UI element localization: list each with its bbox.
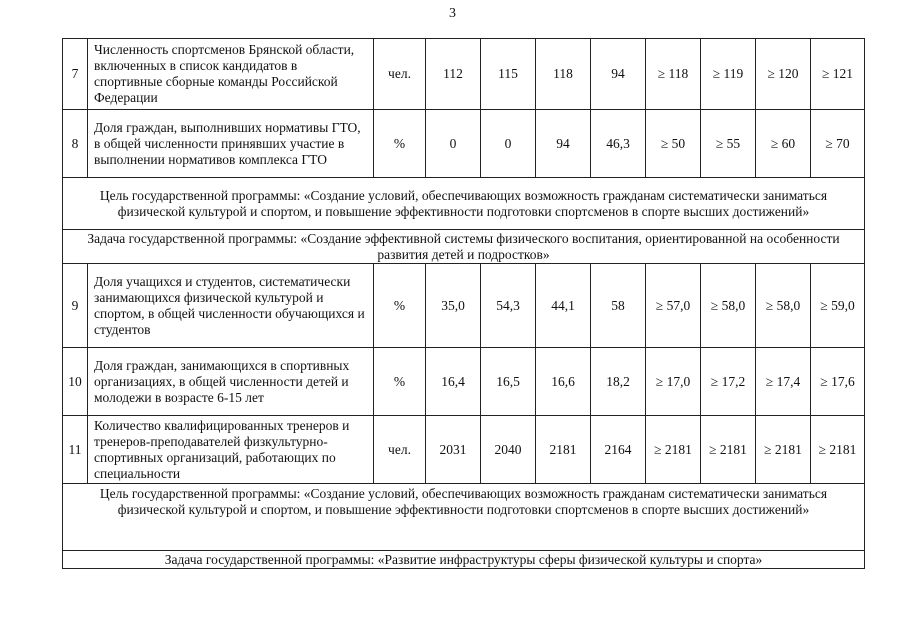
- table-row: [63, 230, 865, 264]
- row-number: 11: [63, 416, 88, 484]
- value-cell: 16,4: [426, 348, 481, 416]
- row-number: 10: [63, 348, 88, 416]
- value-cell: ≥ 2181: [646, 416, 701, 484]
- value-cell: 94: [591, 39, 646, 110]
- value-cell: 0: [481, 110, 536, 178]
- value-cell: ≥ 60: [756, 110, 811, 178]
- value-cell: 112: [426, 39, 481, 110]
- indicator-name: Численность спортсменов Брянской области, включенных в список кандидатов в спортивные сборные команды Российской Федерации: [88, 39, 374, 110]
- value-cell: ≥ 2181: [701, 416, 756, 484]
- value-cell: 58: [591, 264, 646, 348]
- table-row: [63, 484, 865, 551]
- indicators-table: [62, 38, 865, 569]
- indicator-name: Количество квалифицированных тренеров и тренеров-преподавателей физкультурно-спортивных организаций, работающих по специальности: [88, 416, 374, 484]
- value-cell: ≥ 121: [811, 39, 865, 110]
- value-cell: ≥ 50: [646, 110, 701, 178]
- value-cell: 44,1: [536, 264, 591, 348]
- value-cell: 35,0: [426, 264, 481, 348]
- value-cell: ≥ 2181: [756, 416, 811, 484]
- indicator-name: Доля учащихся и студентов, систематически занимающихся физической культурой и спортом, в общей численности обучающихся и студентов: [88, 264, 374, 348]
- table-row: [63, 264, 865, 348]
- value-cell: ≥ 120: [756, 39, 811, 110]
- unit-cell: чел.: [374, 39, 426, 110]
- row-number: 8: [63, 110, 88, 178]
- unit-cell: %: [374, 110, 426, 178]
- value-cell: ≥ 58,0: [756, 264, 811, 348]
- program-goal: Цель государственной программы: «Создание условий, обеспечивающих возможность гражданам систематически заниматься физической культурой и спортом, и повышение эффективности подготовки спортсменов в спорте высших достижений»: [63, 178, 865, 230]
- value-cell: ≥ 17,0: [646, 348, 701, 416]
- page-number: 3: [449, 6, 456, 21]
- program-task: Задача государственной программы: «Создание эффективной системы физического воспитания, ориентированной на особенности развития детей и подростков»: [63, 230, 865, 264]
- value-cell: ≥ 17,4: [756, 348, 811, 416]
- value-cell: 94: [536, 110, 591, 178]
- indicator-name: Доля граждан, занимающихся в спортивных организациях, в общей численности детей и молодежи в возрасте 6-15 лет: [88, 348, 374, 416]
- value-cell: 46,3: [591, 110, 646, 178]
- value-cell: 0: [426, 110, 481, 178]
- value-cell: ≥ 57,0: [646, 264, 701, 348]
- table-row: [63, 416, 865, 484]
- value-cell: 54,3: [481, 264, 536, 348]
- value-cell: 2031: [426, 416, 481, 484]
- value-cell: 2040: [481, 416, 536, 484]
- value-cell: ≥ 59,0: [811, 264, 865, 348]
- value-cell: ≥ 119: [701, 39, 756, 110]
- table-row: [63, 178, 865, 230]
- value-cell: 16,5: [481, 348, 536, 416]
- value-cell: 118: [536, 39, 591, 110]
- table-row: [63, 551, 865, 569]
- unit-cell: чел.: [374, 416, 426, 484]
- table-row: [63, 348, 865, 416]
- unit-cell: %: [374, 348, 426, 416]
- indicator-name: Доля граждан, выполнивших нормативы ГТО, в общей численности принявших участие в выполнении нормативов комплекса ГТО: [88, 110, 374, 178]
- value-cell: 18,2: [591, 348, 646, 416]
- table-row: [63, 110, 865, 178]
- value-cell: ≥ 2181: [811, 416, 865, 484]
- program-goal: Цель государственной программы: «Создание условий, обеспечивающих возможность гражданам систематически заниматься физической культурой и спортом, и повышение эффективности подготовки спортсменов в спорте высших достижений»: [63, 484, 865, 551]
- value-cell: ≥ 70: [811, 110, 865, 178]
- value-cell: ≥ 58,0: [701, 264, 756, 348]
- value-cell: 2181: [536, 416, 591, 484]
- value-cell: ≥ 118: [646, 39, 701, 110]
- value-cell: 2164: [591, 416, 646, 484]
- unit-cell: %: [374, 264, 426, 348]
- value-cell: ≥ 17,2: [701, 348, 756, 416]
- row-number: 7: [63, 39, 88, 110]
- row-number: 9: [63, 264, 88, 348]
- value-cell: 115: [481, 39, 536, 110]
- value-cell: ≥ 55: [701, 110, 756, 178]
- value-cell: 16,6: [536, 348, 591, 416]
- program-task: Задача государственной программы: «Развитие инфраструктуры сферы физической культуры и спорта»: [63, 551, 865, 569]
- table-row: [63, 39, 865, 110]
- value-cell: ≥ 17,6: [811, 348, 865, 416]
